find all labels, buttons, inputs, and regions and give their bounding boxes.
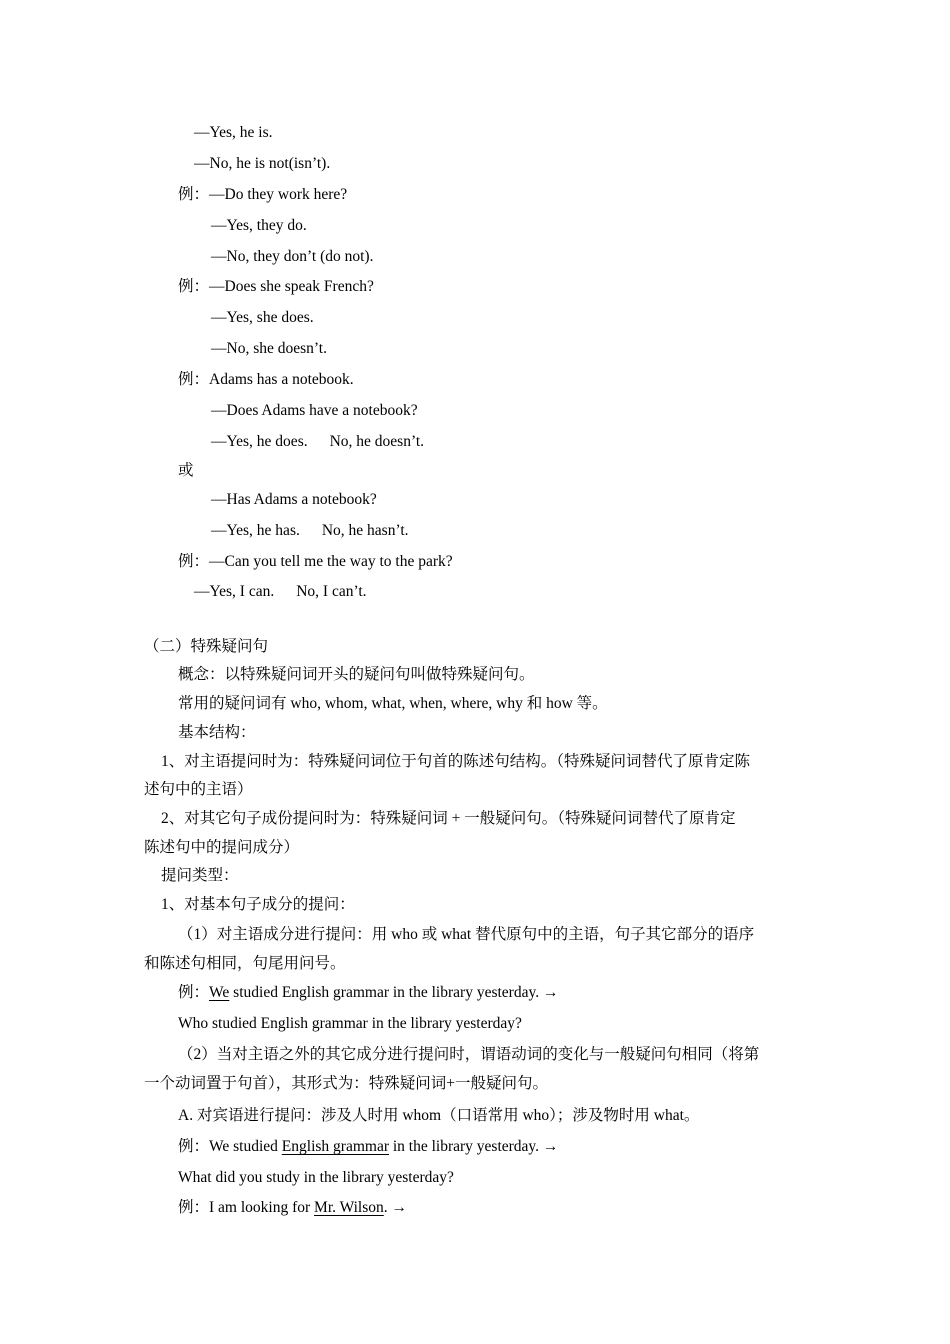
example-subject bbox=[178, 983, 558, 1003]
line-yes-he-is: —Yes, he is. bbox=[194, 124, 273, 141]
line-yes-they-do: —Yes, they do. bbox=[211, 217, 307, 234]
concept-text: 概念：以特殊疑问词开头的疑问句叫做特殊疑问句。 bbox=[178, 666, 535, 683]
structure-2-line-2: 陈述句中的提问成分） bbox=[144, 839, 300, 856]
answer-no: No, I can’t. bbox=[296, 583, 367, 600]
structure-1-line-2: 述句中的主语） bbox=[144, 781, 253, 798]
answer-yes: —Yes, he has. bbox=[211, 522, 300, 539]
answer-yes: —Yes, he does. bbox=[211, 433, 308, 450]
section-heading: （二）特殊疑问句 bbox=[144, 638, 269, 655]
type-1-heading: 1、对基本句子成分的提问： bbox=[161, 896, 355, 913]
example-prefix: 例：I am looking for bbox=[178, 1199, 315, 1216]
answer-no: No, he hasn’t. bbox=[321, 522, 409, 539]
example-subject-answer: Who studied English grammar in the library yesterday? bbox=[178, 1015, 522, 1032]
question-words-text: 常用的疑问词有 who, whom, what, when, where, why 和 how 等。 bbox=[178, 695, 608, 712]
question-types-label: 提问类型： bbox=[161, 867, 239, 884]
example-prefix: 例：We studied bbox=[178, 1138, 282, 1155]
example-rest: studied English grammar in the library yesterday. → bbox=[229, 984, 559, 1001]
underlined-subject: We bbox=[209, 984, 230, 1001]
object-question-text: A. 对宾语进行提问：涉及人时用 whom（口语常用 who）；涉及物时用 what。 bbox=[178, 1107, 700, 1124]
line-example-does-she: 例：—Does she speak French? bbox=[178, 278, 374, 295]
other-question-line-2: 一个动词置于句首），其形式为：特殊疑问词+一般疑问句。 bbox=[144, 1075, 548, 1092]
example-object bbox=[178, 1137, 558, 1157]
structure-1-line-1: 1、对主语提问时为：特殊疑问词位于句首的陈述句结构。（特殊疑问词替代了原肯定陈 bbox=[161, 753, 751, 770]
subject-question-line-1: （1）对主语成分进行提问：用 who 或 what 替代原句中的主语，句子其它部分的语序 bbox=[178, 926, 755, 943]
example-rest: in the library yesterday. → bbox=[388, 1138, 559, 1155]
line-yes-no-can bbox=[194, 582, 367, 602]
line-yes-no-has bbox=[211, 521, 409, 541]
underlined-object: English grammar bbox=[281, 1138, 389, 1155]
line-does-adams-have: —Does Adams have a notebook? bbox=[211, 402, 418, 419]
line-no-he-is-not: —No, he is not(isn’t). bbox=[194, 155, 331, 172]
line-no-she-doesnt: —No, she doesn’t. bbox=[211, 340, 327, 357]
example-looking-for bbox=[178, 1198, 407, 1218]
line-example-adams: 例：Adams has a notebook. bbox=[178, 371, 354, 388]
line-example-can-you: 例：—Can you tell me the way to the park? bbox=[178, 553, 453, 570]
line-yes-she-does: —Yes, she does. bbox=[211, 309, 314, 326]
line-has-adams: —Has Adams a notebook? bbox=[211, 491, 377, 508]
line-yes-no-does bbox=[211, 432, 424, 452]
example-object-answer: What did you study in the library yesterday? bbox=[178, 1169, 454, 1186]
answer-no: No, he doesn’t. bbox=[329, 433, 425, 450]
line-or: 或 bbox=[178, 462, 194, 479]
example-prefix: 例： bbox=[178, 984, 210, 1001]
basic-structure-label: 基本结构： bbox=[178, 724, 256, 741]
answer-yes: —Yes, I can. bbox=[194, 583, 275, 600]
underlined-object: Mr. Wilson bbox=[314, 1199, 384, 1216]
structure-2-line-1: 2、对其它句子成份提问时为：特殊疑问词 + 一般疑问句。（特殊疑问词替代了原肯定 bbox=[161, 810, 736, 827]
example-rest: . → bbox=[383, 1199, 408, 1216]
line-no-they-dont: —No, they don’t (do not). bbox=[211, 248, 374, 265]
other-question-line-1: （2）当对主语之外的其它成分进行提问时，谓语动词的变化与一般疑问句相同（将第 bbox=[178, 1046, 760, 1063]
subject-question-line-2: 和陈述句相同，句尾用问号。 bbox=[144, 955, 346, 972]
line-example-do-they: 例：—Do they work here? bbox=[178, 186, 348, 203]
